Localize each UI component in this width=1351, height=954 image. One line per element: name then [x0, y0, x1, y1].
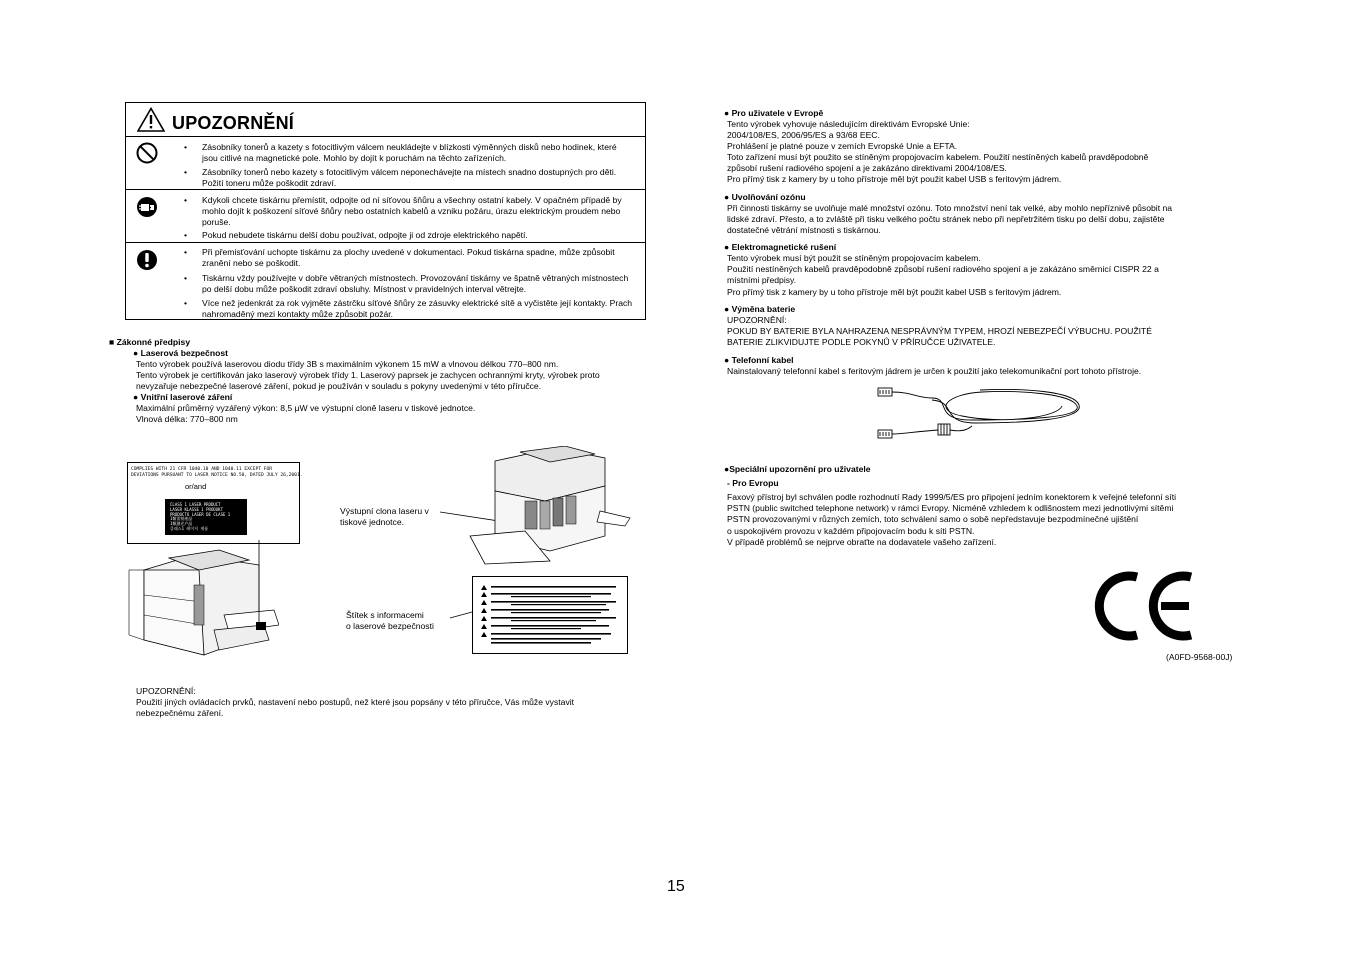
laser-safety-label: [472, 576, 628, 654]
special-subheading: - Pro Evropu: [727, 478, 779, 488]
exclamation-icon: [136, 249, 158, 271]
caution-item: Zásobníky tonerů nebo kazety s fotocitlivým válcem neponechávejte na místech snadno dostupných pro děti. Požití toneru může poškodit zdraví.: [202, 167, 617, 188]
aperture-callout: Výstupní clona laseru v: [340, 506, 429, 516]
label-callout: o laserové bezpečnosti: [346, 621, 434, 631]
emc-line: místními předpisy.: [727, 275, 797, 285]
printer-illustration-right: [465, 446, 635, 566]
caution-header: [126, 103, 645, 137]
caution-box: [125, 102, 646, 320]
ozone-line: lidské zdraví. Přesto, a to zvláště při tisku velkého počtu stránek nebo při nepřetržitém tisku po delší dobu, zajistěte: [727, 214, 1165, 224]
ozone-line: Při činnosti tiskárny se uvolňuje malé množství ozónu. Toto množství není tak velké, aby mohlo nepříznivě působit na: [727, 203, 1173, 213]
eu-line: Tento výrobek vyhovuje následujícím direktivám Evropské Unie:: [727, 119, 970, 129]
page-number: 15: [667, 878, 685, 895]
eu-line: Prohlášení je platné pouze v zemích Evropské Unie a EFTA.: [727, 141, 958, 151]
caution-item: Kdykoli chcete tiskárnu přemístit, odpojte od ní síťovou šňůru a všechny ostatní kabely. V opačném případě by mohlo dojít k poškození síťové šňůry nebo ostatních kabelů a vzniku požáru, úrazu elektrickým proudem nebo poruše.: [202, 195, 622, 227]
caution-title: UPOZORNĚNÍ: [172, 113, 295, 133]
emc-line: Pro přímý tisk z kamery by u toho přístroje měl být použit kabel USB s feritovým jádrem.: [727, 287, 1062, 297]
laser-safety-heading: ● Laserová bezpečnost: [133, 348, 228, 358]
emc-line: Tento výrobek musí být použit se stíněným propojovacím kabelem.: [727, 253, 981, 263]
or-and-text: or/and: [185, 482, 207, 491]
eu-heading: ● Pro uživatele v Evropě: [724, 108, 824, 118]
special-line: PSTN (public switched telephone network) v rámci Evropy. Nicméně vzhledem k odlišnostem mezi jednotlivými sítěmi: [727, 503, 1174, 513]
document-code: (A0FD-9568-00J): [1166, 652, 1233, 662]
prohibited-icon: [136, 142, 158, 164]
caution-section-storage: • Zásobníky tonerů a kazety s fotocitlivým válcem neukládejte v blízkosti výměnných disků nebo hodinek, které jsou citlivé na magnetické pole. Mohlo by dojít k poruchám na těchto zařízeních. • Zásobníky tonerů nebo kazety s fotocitlivým válcem neponechávejte na místech snadno dostupných pro děti. Požití toneru může poškodit zdraví.: [126, 137, 645, 190]
emc-heading: ● Elektromagnetické rušení: [724, 242, 837, 252]
legal-heading: ■ Zákonné předpisy: [109, 337, 191, 347]
special-line: V případě problémů se nejprve obraťte na dodavatele vašeho zařízení.: [727, 537, 997, 547]
eu-line: způsobí rušení radiového spojení a je zakázáno direktivami 2004/108/ES.: [727, 163, 1007, 173]
ozone-line: dostatečné větrání místnosti s tiskárnou.: [727, 225, 881, 235]
caution-item: Při přemisťování uchopte tiskárnu za plochy uvedené v dokumentaci. Pokud tiskárna spadne, může způsobit zranění nebo se poškodit.: [202, 247, 615, 268]
special-line: o uspokojivém provozu v každém připojovacím bodu k síti PSTN.: [727, 526, 975, 536]
internal-laser-heading: ● Vnitřní laserové záření: [133, 392, 233, 402]
caution-section-handling: • Při přemisťování uchopte tiskárnu za plochy uvedené v dokumentaci. Pokud tiskárna spadne, může způsobit zranění nebo se poškodit. • Tiskárnu vždy používejte v dobře větraných místnostech. Provozování tiskárny ve špatně větraných místnostech po delší dobu může poškodit zdraví obsluhy. Místnost v pravidelných interval větrejte. • Více než jedenkrát za rok vyjměte zástrčku síťové šňůry ze zásuvky elektrické sítě a vyčistěte její kontakty. Prach nahromaděný mezi kontakty může způsobit požár.: [126, 243, 645, 321]
caution-item: Pokud nebudete tiskárnu delší dobu používat, odpojte ji od zdroje elektrického napětí.: [202, 230, 528, 240]
caution-section-power: • Kdykoli chcete tiskárnu přemístit, odpojte od ní síťovou šňůru a všechny ostatní kabely. V opačném případě by mohlo dojít k poškození síťové šňůry nebo ostatních kabelů a vzniku požáru, úrazu elektrickým proudem nebo poruše. • Pokud nebudete tiskárnu delší dobu používat, odpojte ji od zdroje elektrického napětí.: [126, 190, 645, 243]
internal-line: Vlnová délka: 770–800 nm: [136, 414, 238, 424]
caution-bottom-line: Použití jiných ovládacích prvků, nastavení nebo postupů, než které jsou popsány v této příručce, Vás může vystavit: [136, 697, 575, 707]
eu-line: Pro přímý tisk z kamery by u toho přístroje měl být použit kabel USB s feritovým jádrem.: [727, 174, 1062, 184]
caution-bottom-line: nebezpečnému záření.: [136, 708, 224, 718]
caution-item: Zásobníky tonerů a kazety s fotocitlivým válcem neukládejte v blízkosti výměnných disků nebo hodinek, které jsou citlivé na magnetické pole. Mohlo by dojít k poruchám na těchto zařízeních.: [202, 142, 617, 163]
phone-heading: ● Telefonní kabel: [724, 355, 794, 365]
eu-line: 2004/108/ES, 2006/95/ES a 93/68 EEC.: [727, 130, 880, 140]
laser-line: nevyzařuje nebezpečné laserové záření, pokud je používán v souladu s pokyny uvedenými v této příručce.: [136, 381, 542, 391]
compliance-label: COMPLIES WITH 21 CFR 1040.10 AND 1040.11 EXCEPT FOR DEVIATIONS PURSUANT TO LASER NOTICE NO.50, DATED JULY 26,2001. or/and CLASS 1 LASER PRODUCT LASER KLASSE 1 PRODUKT PRODUCTO LASER DE CLASE 1 1類雷射產品 1類激光产品 클래스1 레이저 제품: [127, 462, 300, 544]
phone-line: Nainstalovaný telefonní kabel s feritovým jádrem je určen k použití jako telekomunikační port tohoto přístroje.: [727, 366, 1142, 376]
aperture-callout: tiskové jednotce.: [340, 517, 405, 527]
laser-line: Tento výrobek používá laserovou diodu třídy 3B s maximálním výkonem 15 mW a vlnovou délkou 770–800 nm.: [136, 359, 559, 369]
special-line: PSTN provozovanými v různých zemích, toto schválení samo o sobě nepředstavuje bezpodmínečné ujištění: [727, 514, 1139, 524]
battery-line: POKUD BY BATERIE BYLA NAHRAZENA NESPRÁVNÝM TYPEM, HROZÍ NEBEZPEČÍ VÝBUCHU. POUŽITÉ: [727, 326, 1153, 336]
laser-line: Tento výrobek je certifikován jako laserový výrobek třídy 1. Laserový paprsek je zachycen ochrannými kryty, výrobek proto: [136, 370, 600, 380]
special-heading: ●Speciální upozornění pro uživatele: [724, 464, 871, 474]
ozone-heading: ● Uvolňování ozónu: [724, 192, 806, 202]
battery-line: UPOZORNĚNÍ:: [727, 315, 787, 325]
caution-bottom-title: UPOZORNĚNÍ:: [136, 686, 196, 696]
class1-laser-label: CLASS 1 LASER PRODUCT LASER KLASSE 1 PRODUKT PRODUCTO LASER DE CLASE 1 1類雷射產品 1類激光产品 클래스1 레이저 제품: [165, 499, 247, 535]
unplug-icon: [136, 196, 158, 218]
internal-line: Maximální průměrný vyzářený výkon: 8,5 μW ve výstupní cloně laseru v tiskové jednotce.: [136, 403, 476, 413]
telephone-cable-illustration: [872, 380, 1084, 454]
caution-item: Více než jedenkrát za rok vyjměte zástrčku síťové šňůry ze zásuvky elektrické sítě a vyčistěte její kontakty. Prach nahromaděný mezi kontakty může způsobit požár.: [202, 298, 633, 319]
warning-triangle-icon: [137, 107, 165, 132]
label-callout: Štítek s informacemi: [346, 610, 424, 620]
eu-line: Toto zařízení musí být použito se stíněným propojovacím kabelem. Použití nestíněných kabelů pravděpodobně: [727, 152, 1149, 162]
battery-heading: ● Výměna baterie: [724, 304, 796, 314]
label-text-lines: [481, 583, 619, 647]
caution-item: Tiskárnu vždy používejte v dobře větraných místnostech. Provozování tiskárny ve špatně větraných místnostech po delší dobu může poškodit zdraví obsluhy. Místnost v pravidelných interval větrejte.: [202, 273, 629, 294]
ce-mark-logo: [1093, 571, 1193, 641]
pointer-line: [255, 540, 275, 632]
special-line: Faxový přístroj byl schválen podle rozhodnutí Rady 1999/5/ES pro připojení jedním konektorem k veřejné telefonní síti: [727, 492, 1177, 502]
emc-line: Použití nestíněných kabelů pravděpodobně způsobí rušení radiového spojení a je zakázáno směrnicí CISPR 22 a: [727, 264, 1159, 274]
battery-line: BATERIE ZLIKVIDUJTE PODLE POKYNŮ V PŘÍRUČCE UŽIVATELE.: [727, 337, 996, 347]
